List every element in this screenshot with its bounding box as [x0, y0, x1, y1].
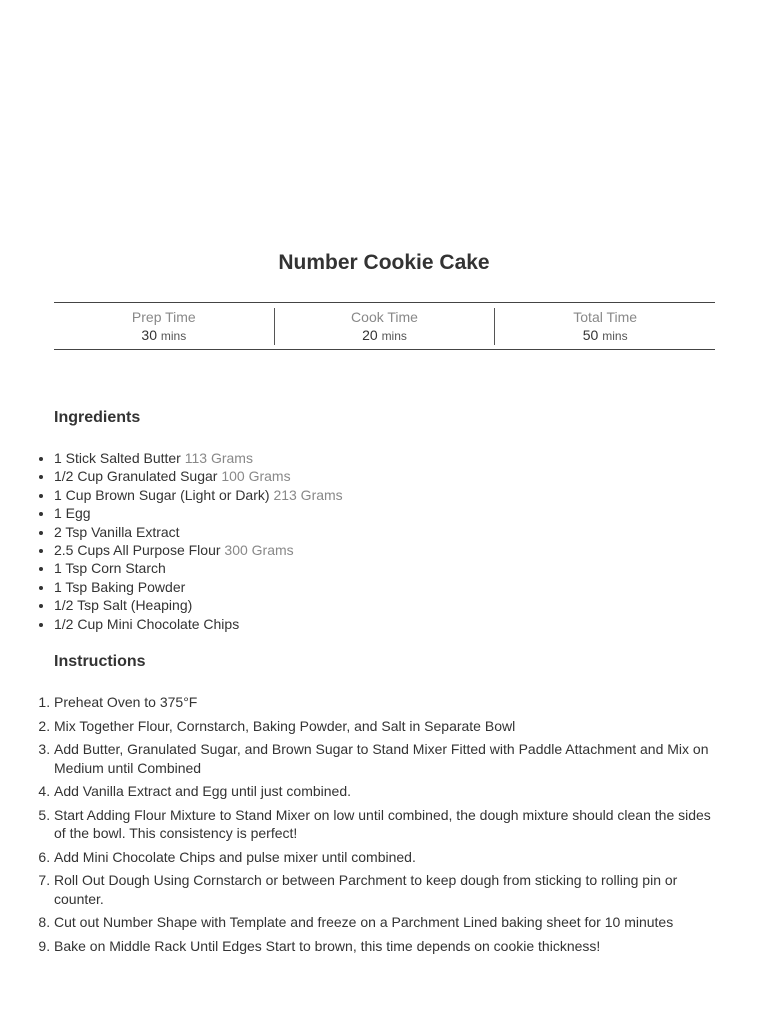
ingredient-item: [54, 615, 714, 633]
recipe-times: [54, 302, 715, 350]
ingredient-item: [54, 486, 714, 504]
total-time: [494, 308, 715, 345]
ingredient-item: [54, 523, 714, 541]
ingredient-text: 1 Egg: [54, 505, 91, 522]
ingredient-text: 2 Tsp Vanilla Extract: [54, 523, 180, 540]
ingredient-text: 1 Stick Salted Butter: [54, 450, 181, 466]
ingredient-item: [54, 449, 714, 467]
ingredient-text: 1 Tsp Baking Powder: [54, 578, 186, 595]
prep-time: [54, 303, 274, 349]
cook-time-value: [275, 326, 495, 345]
cook-time: [274, 308, 495, 345]
ingredient-weight: 300 Grams: [224, 542, 294, 559]
recipe-title: Number Cookie Cake: [278, 251, 490, 274]
instruction-step: 1. Preheat Oven to 375°F: [54, 693, 714, 712]
total-time-label: Total Time: [573, 309, 638, 325]
ingredient-text: 2.5 Cups All Purpose Flour: [54, 542, 221, 559]
ingredient-item: [54, 467, 714, 485]
ingredient-item: [54, 578, 714, 596]
cook-time-unit: mins: [381, 329, 407, 343]
cook-time-label: Cook Time: [351, 309, 418, 325]
instruction-step: 3. Add Butter, Granulated Sugar, and Brown Sugar to Stand Mixer Fitted with Paddle Attachment and Mix on Medium until Combined: [54, 740, 714, 777]
prep-time-label: Prep Time: [131, 308, 196, 325]
ingredient-text: 1 Cup Brown Sugar (Light or Dark): [54, 486, 270, 503]
ingredient-weight: 213 Grams: [273, 486, 343, 503]
ingredient-weight: 100 Grams: [221, 468, 291, 485]
ingredient-item: [54, 559, 714, 577]
prep-time-number: 30: [141, 326, 157, 343]
instruction-step: 6. Add Mini Chocolate Chips and pulse mixer until combined.: [54, 848, 714, 867]
ingredients-list: [54, 449, 714, 633]
instruction-step: 5. Start Adding Flour Mixture to Stand Mixer on low until combined, the dough mixture should clean the sides of the bowl. This consistency is perfect!: [54, 806, 714, 843]
ingredients-heading: Ingredients: [54, 409, 141, 426]
total-time-value: [495, 326, 715, 345]
ingredient-text: 1/2 Tsp Salt (Heaping): [54, 597, 193, 614]
ingredient-weight: 113 Grams: [184, 450, 253, 466]
instructions-list: [54, 693, 714, 960]
ingredient-text: 1 Tsp Corn Starch: [54, 560, 166, 577]
total-time-unit: mins: [602, 329, 628, 343]
prep-time-value: [54, 326, 274, 345]
instruction-step: 8. Cut out Number Shape with Template and freeze on a Parchment Lined baking sheet for 10 minutes: [54, 913, 714, 932]
instruction-step: 7. Roll Out Dough Using Cornstarch or between Parchment to keep dough from sticking to rolling pin or counter.: [54, 871, 714, 908]
prep-time-unit: mins: [160, 328, 187, 343]
ingredient-text: 1/2 Cup Mini Chocolate Chips: [54, 615, 240, 632]
ingredient-item: [54, 541, 714, 559]
instruction-step: 2. Mix Together Flour, Cornstarch, Baking Powder, and Salt in Separate Bowl: [54, 717, 714, 736]
instruction-step: 4. Add Vanilla Extract and Egg until just combined.: [54, 782, 714, 801]
total-time-number: 50: [582, 327, 599, 343]
instruction-step: 9. Bake on Middle Rack Until Edges Start to brown, this time depends on cookie thickness!: [54, 937, 714, 956]
ingredient-item: [54, 504, 714, 522]
ingredient-item: [54, 596, 714, 614]
ingredient-text: 1/2 Cup Granulated Sugar: [54, 468, 218, 485]
cook-time-number: 20: [362, 327, 378, 343]
instructions-heading: Instructions: [54, 653, 146, 670]
